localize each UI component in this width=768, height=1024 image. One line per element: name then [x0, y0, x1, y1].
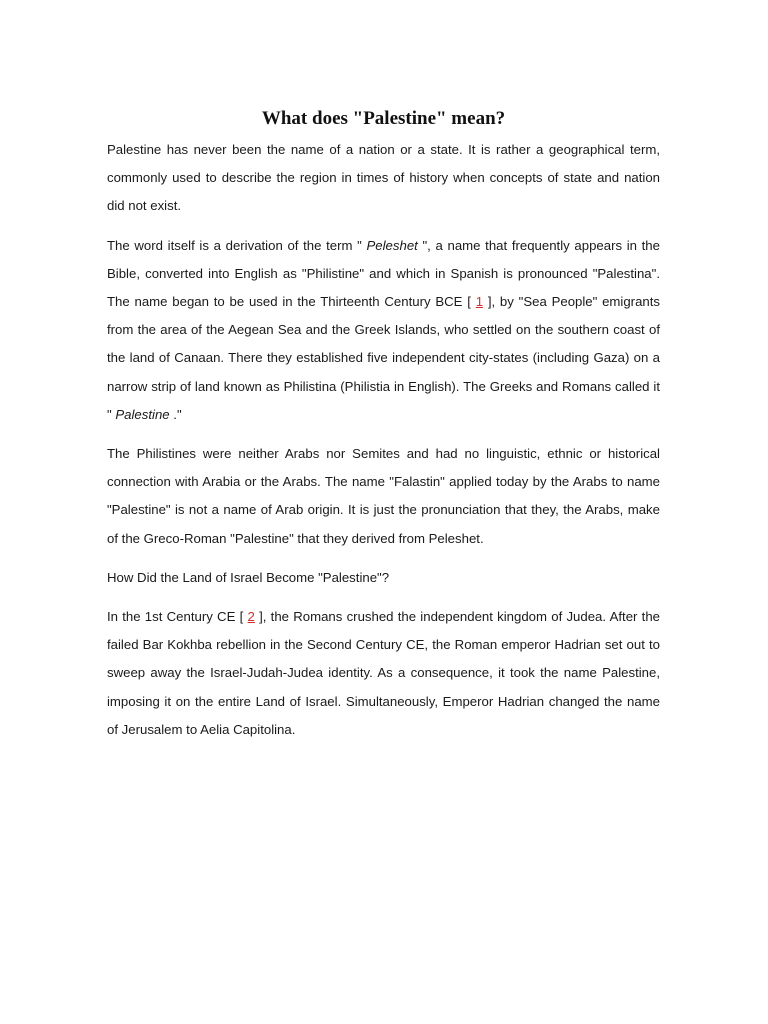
- document-page: [107, 104, 660, 755]
- footnote-link-2[interactable]: 2: [247, 609, 255, 625]
- paragraph-text: In the 1st Century CE [: [107, 609, 248, 625]
- paragraph-text: ", a name that frequently appears in the Bible, converted into English as "Philistine" and which in Spanish is pronounced "Palestina". The name began to be used in the Thirteenth Century BCE [: [107, 237, 660, 310]
- paragraph-philistines: The Philistines were neither Arabs nor Semites and had no linguistic, ethnic or historical connection with Arabia or the Arabs. The name "Falastin" applied today by the Arabs to name "Palestine" is not a name of Arab origin. It is just the pronunciation that they, the Arabs, make of the Greco-Roman "Palestine" that they derived from Peleshet.: [107, 446, 660, 546]
- section-subheading: How Did the Land of Israel Become "Palestine"?: [107, 569, 390, 585]
- paragraph-roman-era: [107, 603, 660, 744]
- paragraph-text: ], the Romans crushed the independent kingdom of Judea. After the failed Bar Kokhba rebellion in the Second Century CE, the Roman emperor Hadrian set out to sweep away the Israel-Judah-Judea identity. As a consequence, it took the name Palestine, imposing it on the entire Land of Israel. Simultaneously, Emperor Hadrian changed the name of Jerusalem to Aelia Capitolina.: [107, 609, 660, 737]
- document-title: What does "Palestine" mean?: [261, 108, 506, 129]
- term-palestine: Palestine: [115, 406, 170, 422]
- footnote-link-1[interactable]: 1: [475, 294, 484, 310]
- paragraph-etymology: [107, 232, 660, 429]
- paragraph-text: The word itself is a derivation of the term ": [107, 237, 367, 253]
- paragraph-text: .": [169, 406, 182, 422]
- term-peleshet: Peleshet: [366, 237, 418, 253]
- paragraph-intro: Palestine has never been the name of a nation or a state. It is rather a geographical term, commonly used to describe the region in times of history when concepts of state and nation did not exist.: [107, 142, 660, 214]
- paragraph-text: ], by "Sea People" emigrants from the area of the Aegean Sea and the Greek Islands, who settled on the southern coast of the land of Canaan. There they established five independent city-states (including Gaza) on a narrow strip of land known as Philistina (Philistia in English). The Greeks and Romans called it ": [107, 294, 660, 422]
